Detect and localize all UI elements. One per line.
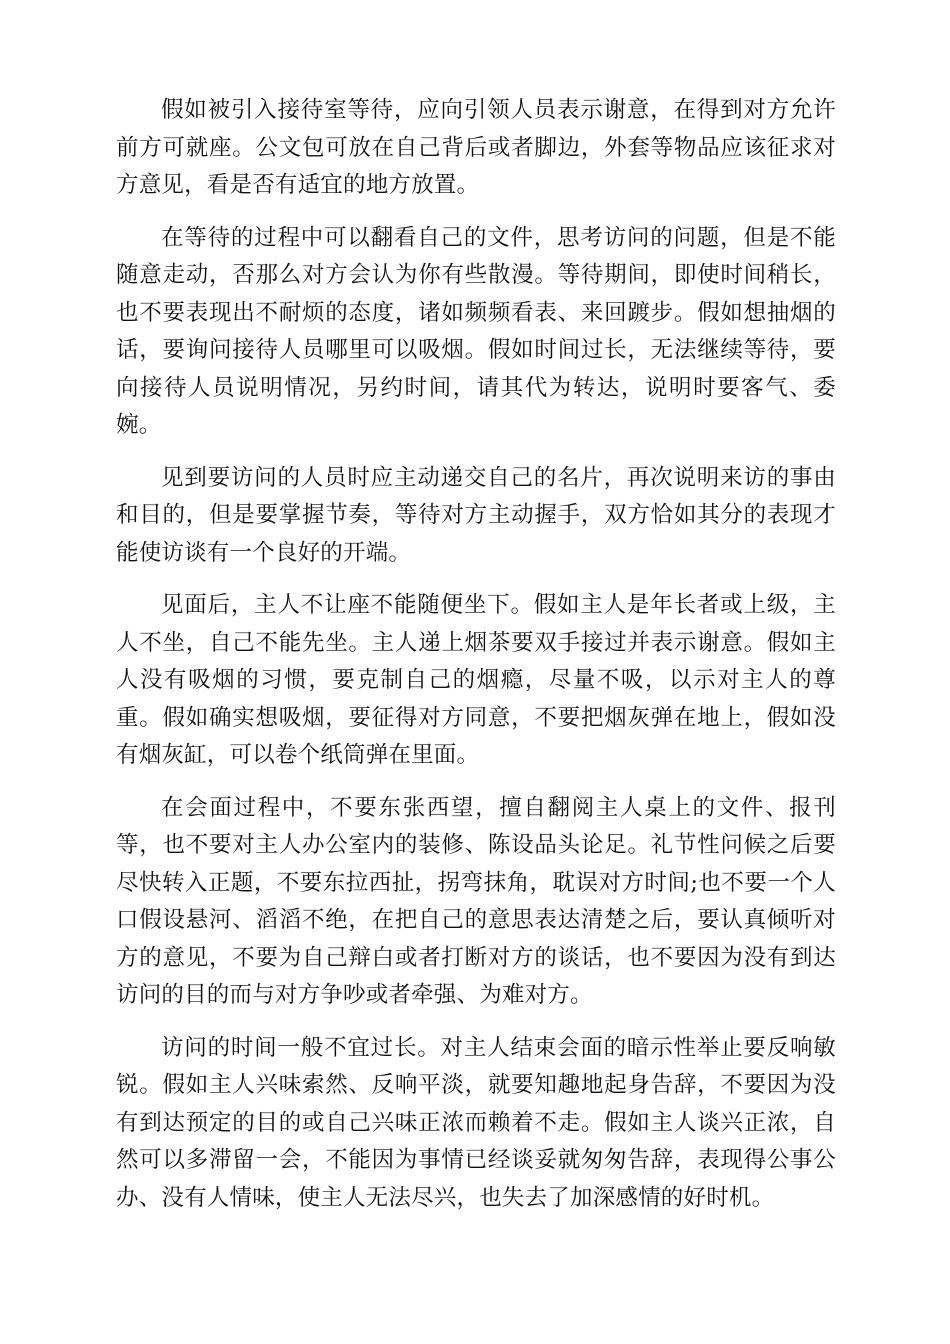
paragraph-4: 见面后，主人不让座不能随便坐下。假如主人是年长者或上级，主人不坐，自己不能先坐。主人递上烟茶要双手接过并表示谢意。假如主人没有吸烟的习惯，要克制自己的烟瘾，尽量不吸，以示对主人的尊重。假如确实想吸烟，要征得对方同意，不要把烟灰弹在地上，假如没有烟灰缸，可以卷个纸筒弹在里面。 <box>116 592 836 768</box>
paragraph-1: 假如被引入接待室等待，应向引领人员表示谢意，在得到对方允许前方可就座。公文包可放在自己背后或者脚边，外套等物品应该征求对方意见，看是否有适宜的地方放置。 <box>116 97 836 198</box>
document-body <box>116 92 836 1232</box>
paragraph-5: 在会面过程中，不要东张西望，擅自翻阅主人桌上的文件、报刊等，也不要对主人办公室内的装修、陈设品头论足。礼节性问候之后要尽快转入正题，不要东拉西扯，拐弯抹角，耽误对方时间;也不要一个人口假设悬河、滔滔不绝，在把自己的意思表达清楚之后，要认真倾听对方的意见，不要为自己辩白或者打断对方的谈话，也不要因为没有到达访问的目的而与对方争吵或者牵强、为难对方。 <box>116 794 836 1008</box>
paragraph-2: 在等待的过程中可以翻看自己的文件，思考访问的问题，但是不能随意走动，否那么对方会认为你有些散漫。等待期间，即使时间稍长，也不要表现出不耐烦的态度，诸如频频看表、来回踱步。假如想抽烟的话，要询问接待人员哪里可以吸烟。假如时间过长，无法继续等待，要向接待人员说明情况，另约时间，请其代为转达，说明时要客气、委婉。 <box>116 224 836 438</box>
paragraph-6: 访问的时间一般不宜过长。对主人结束会面的暗示性举止要反响敏锐。假如主人兴味索然、反响平淡，就要知趣地起身告辞，不要因为没有到达预定的目的或自己兴味正浓而赖着不走。假如主人谈兴正浓，自然可以多滞留一会，不能因为事情已经谈妥就匆匆告辞，表现得公事公办、没有人情味，使主人无法尽兴，也失去了加深感情的好时机。 <box>116 1034 836 1211</box>
paragraph-3: 见到要访问的人员时应主动递交自己的名片，再次说明来访的事由和目的，但是要掌握节奏，等待对方主动握手，双方恰如其分的表现才能使访谈有一个良好的开端。 <box>116 464 836 566</box>
